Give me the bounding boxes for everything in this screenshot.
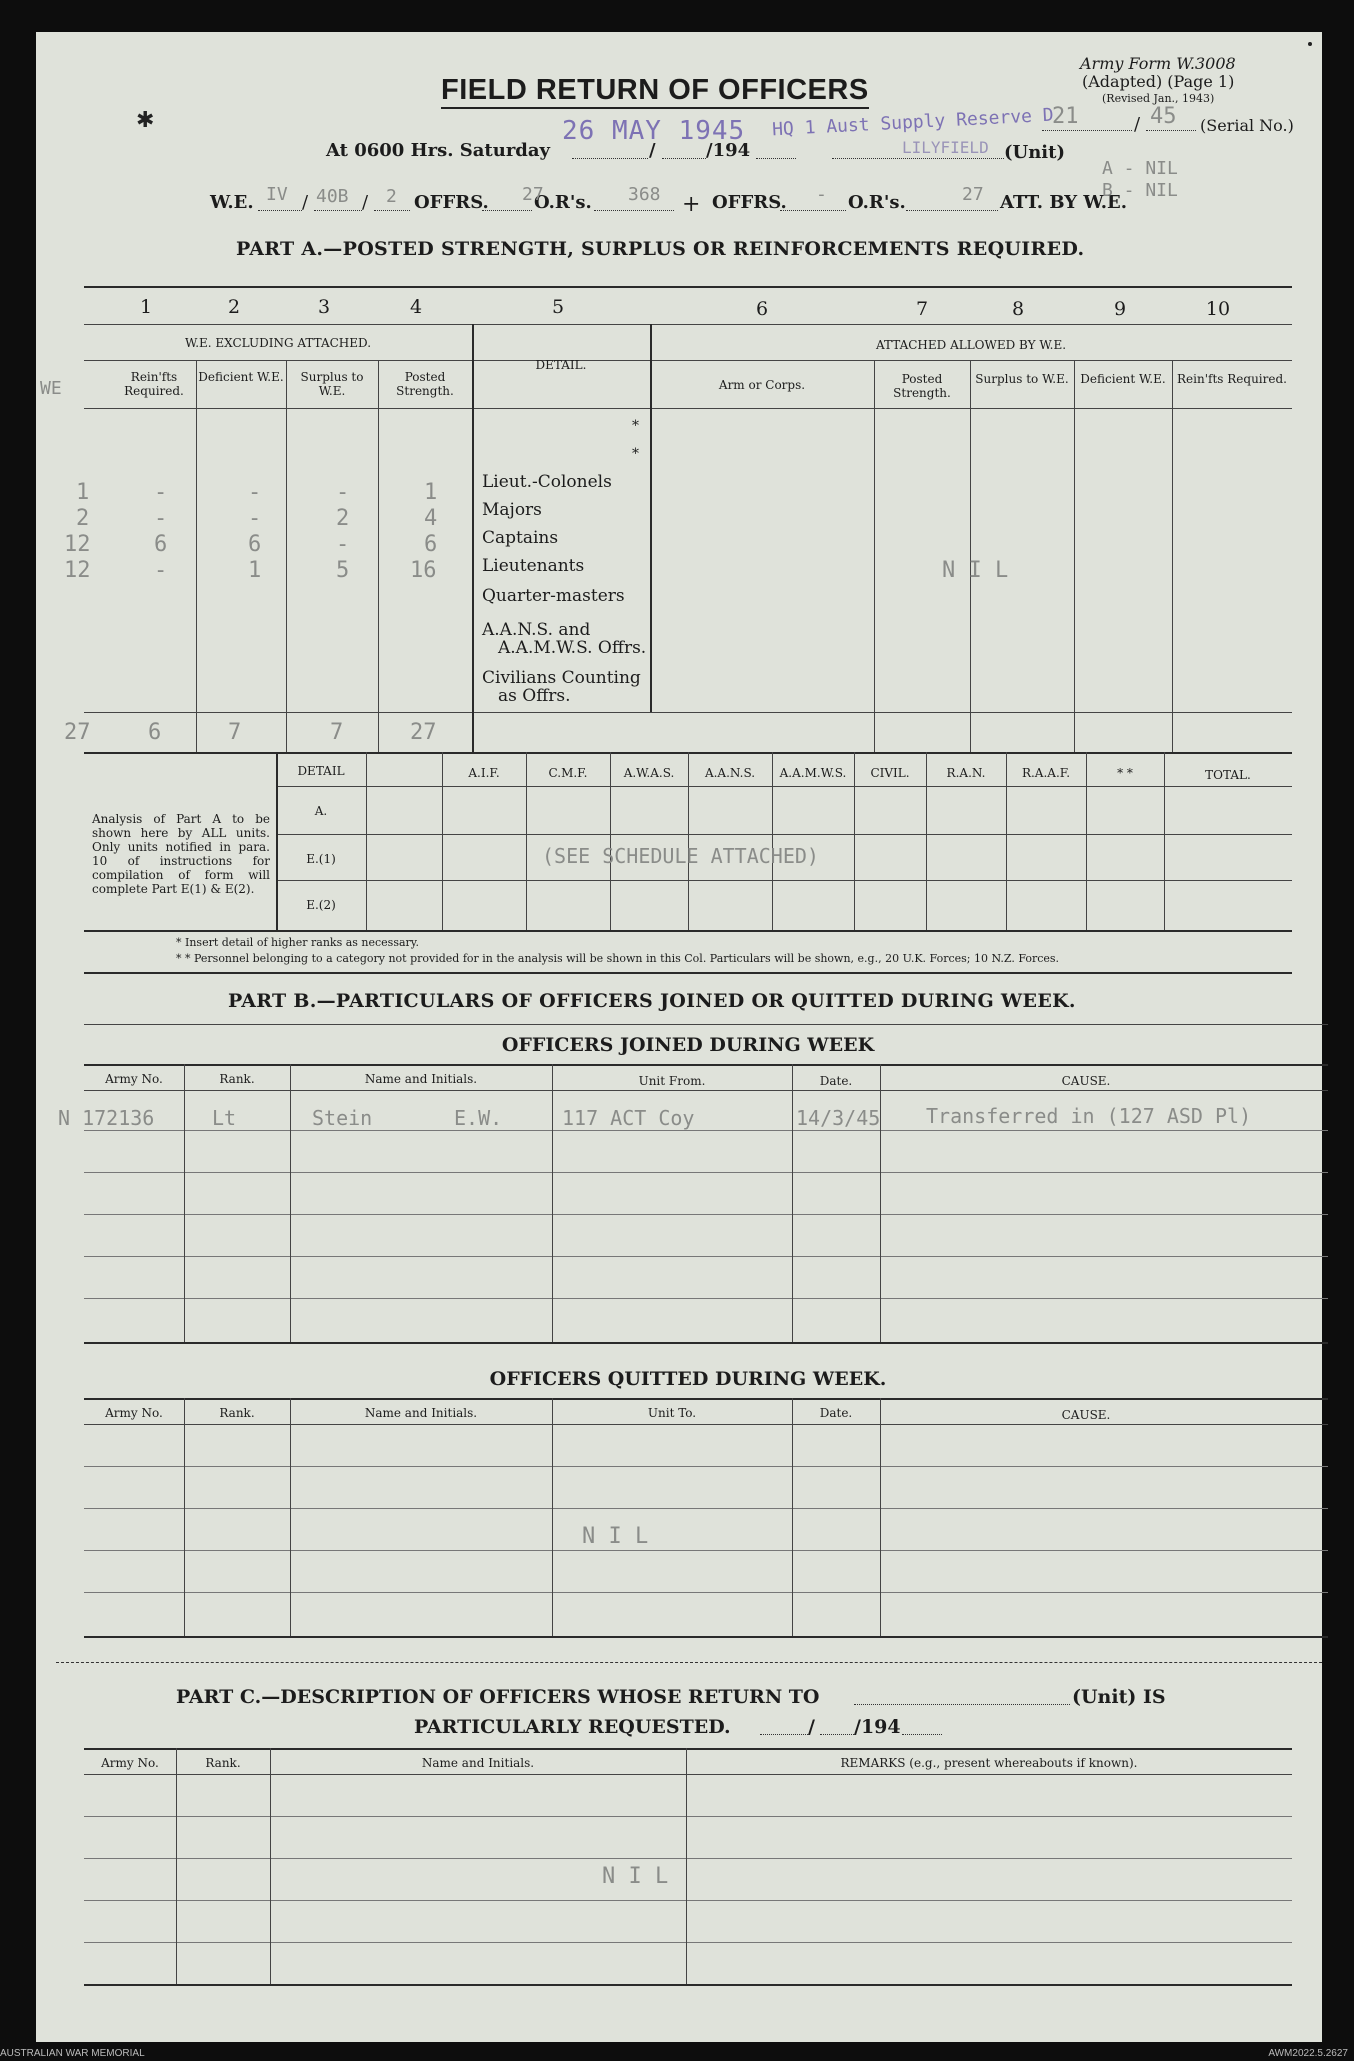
offrs-att-value: - [816, 184, 827, 205]
rank-lieutenants: Lieutenants [482, 556, 585, 576]
footnote-1: * Insert detail of higher ranks as necessary. [176, 936, 420, 949]
analysis-vline-1 [366, 752, 367, 930]
rank-civilians: Civilians Counting [482, 668, 641, 688]
quitted-h-name: Name and Initials. [364, 1406, 478, 1420]
col-num-5: 5 [551, 296, 565, 318]
analysis-h-raaf: R.A.A.F. [1021, 766, 1071, 780]
part-c-title-e: /194 [854, 1716, 901, 1738]
vline-c1 [196, 360, 197, 752]
analysis-h-total: TOTAL. [1205, 768, 1251, 782]
total-c3: 7 [330, 720, 344, 745]
ors-att-label: O.R's. [848, 192, 906, 213]
analysis-h-detail: DETAIL [297, 764, 345, 778]
part-c-h-rank: Rank. [205, 1756, 241, 1770]
col-num-8: 8 [1011, 298, 1025, 320]
analysis-row-e1: E.(1) [306, 852, 336, 866]
rank-aans: A.A.N.S. and [482, 620, 591, 640]
date-stamp: 26 MAY 1945 [562, 116, 746, 146]
header-posted-strength: Posted Strength. [396, 370, 454, 398]
quitted-top-rule [84, 1398, 1328, 1400]
row-majors-we: 2 [76, 506, 90, 531]
joined-vline-3 [552, 1064, 553, 1342]
part-c-h-name: Name and Initials. [421, 1756, 535, 1770]
joined-rank: Lt [212, 1106, 237, 1130]
joined-top-rule [84, 1064, 1328, 1066]
header-att-surplus: Surplus to W.E. [975, 372, 1069, 386]
quitted-row-rule-4 [84, 1592, 1328, 1593]
row-captains-c4: 6 [424, 532, 438, 557]
part-c-nil: N I L [602, 1864, 669, 1889]
analysis-row-e1-rule [276, 880, 1292, 881]
part-c-year-field [902, 1734, 942, 1735]
analysis-h-other: * * [1117, 766, 1133, 780]
analysis-h-aamws: A.A.M.W.S. [779, 766, 847, 780]
joined-vline-2 [290, 1064, 291, 1342]
att-by-we-label: ATT. BY W.E. [1000, 192, 1128, 213]
part-c-day-field [760, 1734, 808, 1735]
year-label: /194 [706, 140, 751, 161]
col-num-1: 1 [139, 296, 153, 318]
quitted-nil: N I L [582, 1524, 649, 1549]
we-value-2: 40B [316, 186, 349, 207]
header-att-reinfts: Rein'fts Required. [1177, 372, 1287, 386]
part-a-top-rule [84, 286, 1292, 288]
part-a-header-rule [84, 408, 1292, 409]
col-num-4: 4 [409, 296, 423, 318]
vline-c2 [286, 360, 287, 752]
analysis-h-cmf: C.M.F. [548, 766, 588, 780]
part-c-title-a: PART C.—DESCRIPTION OF OFFICERS WHOSE RETURN TO [176, 1686, 820, 1708]
joined-row-rule-5 [84, 1298, 1328, 1299]
part-c-h-remarks: REMARKS (e.g., present whereabouts if known). [840, 1756, 1138, 1770]
joined-h-unit-from: Unit From. [638, 1074, 706, 1088]
row-majors-c1: - [154, 506, 168, 531]
part-b-title-rule [84, 1024, 1328, 1025]
analysis-h-aif: A.I.F. [468, 766, 500, 780]
quitted-h-army-no: Army No. [105, 1406, 163, 1420]
detail-header: DETAIL. [535, 358, 587, 372]
rank-majors: Majors [482, 500, 542, 520]
rank-aamws: A.A.M.W.S. Offrs. [498, 638, 647, 658]
header-reinfts-required: Rein'fts Required. [124, 370, 184, 398]
ors-field [594, 210, 674, 211]
serial-slash: / [1134, 114, 1141, 135]
part-c-bottom-rule [84, 1984, 1292, 1986]
analysis-h-awas: A.W.A.S. [623, 766, 675, 780]
joined-h-name: Name and Initials. [364, 1072, 478, 1086]
part-a-colnum-rule [84, 324, 1292, 325]
vline-c3 [378, 360, 379, 752]
asterisk-2: * [632, 446, 639, 462]
header-arm-corps: Arm or Corps. [718, 378, 806, 392]
b-nil-value: B - NIL [1102, 180, 1178, 201]
vline-c4 [472, 324, 474, 752]
part-c-row-rule-3 [84, 1900, 1292, 1901]
analysis-h-aans: A.A.N.S. [704, 766, 756, 780]
row-ltcol-we: 1 [76, 480, 90, 505]
vline-c7 [970, 360, 971, 752]
part-c-vline-3 [686, 1748, 687, 1984]
col-num-7: 7 [915, 298, 929, 320]
quitted-h-date: Date. [819, 1406, 853, 1420]
joined-vline-1 [184, 1064, 185, 1342]
joined-unit-from: 117 ACT Coy [562, 1106, 695, 1130]
part-c-title-c: PARTICULARLY REQUESTED. [414, 1716, 731, 1738]
quitted-row-rule-1 [84, 1466, 1328, 1467]
joined-initials: E.W. [454, 1106, 503, 1130]
header-att-posted-strength: Posted Strength. [893, 372, 951, 400]
form-paper [36, 32, 1322, 2042]
quitted-header-rule [84, 1424, 1328, 1425]
offrs-att-label: OFFRS. [712, 192, 787, 213]
total-we: 27 [64, 720, 91, 745]
ors-att-field [906, 210, 998, 211]
quitted-bottom-rule [84, 1636, 1328, 1638]
rank-captains: Captains [482, 528, 559, 548]
rank-lt-colonels: Lieut.-Colonels [482, 472, 612, 492]
attached-nil: N I L [942, 558, 1009, 583]
joined-cause: Transferred in (127 ASD Pl) [926, 1104, 1252, 1128]
asterisk-1: * [632, 418, 639, 434]
joined-row-rule-1 [84, 1130, 1328, 1131]
part-c-top-rule [84, 1748, 1292, 1750]
row-captains-c2: 6 [248, 532, 262, 557]
row-lieutenants-c2: 1 [248, 558, 262, 583]
we-value-1: IV [266, 184, 288, 205]
row-ltcol-c3: - [336, 480, 350, 505]
row-lieutenants-we: 12 [64, 558, 91, 583]
day-field [572, 158, 648, 159]
quitted-vline-3 [552, 1398, 553, 1636]
joined-h-rank: Rank. [219, 1072, 255, 1086]
serial-number: 21 [1052, 104, 1079, 129]
vline-c9 [1172, 360, 1173, 752]
joined-row-rule-3 [84, 1214, 1328, 1215]
part-c-header-rule [84, 1774, 1292, 1775]
quitted-vline-2 [290, 1398, 291, 1636]
ors-att-value: 27 [962, 184, 984, 205]
joined-name: Stein [312, 1106, 373, 1130]
adapted-label: (Adapted) (Page 1) [1082, 72, 1235, 91]
quitted-vline-4 [792, 1398, 793, 1636]
analysis-h-civil: CIVIL. [870, 766, 910, 780]
serial-field-1 [1042, 130, 1132, 131]
row-lieutenants-c1: - [154, 558, 168, 583]
part-b-title: PART B.—PARTICULARS OF OFFICERS JOINED OR QUITTED DURING WEEK. [228, 990, 1076, 1012]
we-field-2 [314, 210, 362, 211]
ink-mark: ✱ [136, 108, 155, 133]
analysis-row-a-rule [276, 834, 1292, 835]
header-deficient-we: Deficient W.E. [198, 370, 284, 384]
row-ltcol-c4: 1 [424, 480, 438, 505]
part-c-vline-1 [176, 1748, 177, 1984]
unit-label: (Unit) [1004, 142, 1065, 163]
part-c-row-rule-4 [84, 1942, 1292, 1943]
col-num-10: 10 [1205, 298, 1231, 320]
at-line-slash: / [649, 140, 656, 161]
joined-date: 14/3/45 [796, 1106, 881, 1130]
col-num-3: 3 [317, 296, 331, 318]
revised-label: (Revised Jan., 1943) [1102, 92, 1215, 105]
footer-accession: AWM2022.5.2627 [1268, 2048, 1348, 2059]
month-field [662, 158, 706, 159]
unit-field [832, 158, 1004, 159]
quitted-vline-5 [880, 1398, 881, 1636]
row-captains-we: 12 [64, 532, 91, 557]
offrs-field [482, 210, 532, 211]
joined-title: OFFICERS JOINED DURING WEEK [501, 1034, 875, 1056]
part-c-title-d: / [808, 1716, 815, 1738]
joined-row-rule-2 [84, 1172, 1328, 1173]
offrs-att-field [780, 210, 846, 211]
serial-label: (Serial No.) [1200, 116, 1294, 135]
part-c-month-field [820, 1734, 854, 1735]
quitted-row-rule-3 [84, 1550, 1328, 1551]
joined-h-date: Date. [819, 1074, 853, 1088]
row-captains-c1: 6 [154, 532, 168, 557]
quitted-vline-1 [184, 1398, 185, 1636]
rank-quartermasters: Quarter-masters [482, 586, 625, 606]
row-majors-c4: 4 [424, 506, 438, 531]
analysis-row-a: A. [314, 804, 328, 818]
page-title: FIELD RETURN OF OFFICERS [441, 74, 869, 109]
year-field [756, 158, 796, 159]
we-field-1 [258, 210, 302, 211]
we-margin-label: WE [40, 378, 62, 399]
a-nil-value: A - NIL [1102, 158, 1178, 179]
row-ltcol-c1: - [154, 480, 168, 505]
we-label: W.E. [210, 192, 254, 213]
serial-field-2 [1146, 130, 1196, 131]
vline-c6 [874, 360, 875, 752]
joined-vline-4 [792, 1064, 793, 1342]
at-line-label: At 0600 Hrs. Saturday [326, 140, 551, 161]
header-att-deficient: Deficient W.E. [1080, 372, 1166, 386]
dashed-separator [56, 1662, 1322, 1663]
part-c-row-rule-1 [84, 1816, 1292, 1817]
row-ltcol-c2: - [248, 480, 262, 505]
part-c-h-army-no: Army No. [101, 1756, 159, 1770]
row-majors-c3: 2 [336, 506, 350, 531]
row-lieutenants-c3: 5 [336, 558, 350, 583]
part-b-top-rule [84, 972, 1292, 974]
col-num-2: 2 [227, 296, 241, 318]
row-lieutenants-c4: 16 [410, 558, 437, 583]
total-c2: 7 [228, 720, 242, 745]
quitted-h-rank: Rank. [219, 1406, 255, 1420]
row-captains-c3: - [336, 532, 350, 557]
we-sep-1: / [302, 192, 309, 213]
joined-h-cause: CAUSE. [1061, 1074, 1111, 1088]
part-c-vline-2 [270, 1748, 271, 1984]
col-num-9: 9 [1113, 298, 1127, 320]
vline-c8 [1074, 360, 1075, 752]
location-stamp: LILYFIELD [902, 138, 989, 157]
analysis-h-ran: R.A.N. [946, 766, 986, 780]
army-form-label: Army Form W.3008 [1080, 54, 1236, 73]
part-c-unit-field [854, 1704, 1070, 1705]
edge-dot [1308, 42, 1312, 46]
quitted-h-unit-to: Unit To. [647, 1406, 697, 1420]
offrs-label: OFFRS. [414, 192, 489, 213]
analysis-header-rule [276, 786, 1292, 787]
joined-h-army-no: Army No. [105, 1072, 163, 1086]
rank-as-offrs: as Offrs. [498, 686, 571, 706]
part-a-total-rule [84, 712, 1292, 713]
unit-stamp: HQ 1 Aust Supply Reserve D [771, 104, 1055, 141]
group-header-left: W.E. EXCLUDING ATTACHED. [184, 336, 372, 350]
total-c4: 27 [410, 720, 437, 745]
joined-army-no: N 172136 [58, 1106, 155, 1130]
quitted-row-rule-2 [84, 1508, 1328, 1509]
part-a-title: PART A.—POSTED STRENGTH, SURPLUS OR REINFORCEMENTS REQUIRED. [236, 238, 1085, 260]
group-header-right: ATTACHED ALLOWED BY W.E. [875, 338, 1067, 352]
quitted-title: OFFICERS QUITTED DURING WEEK. [489, 1368, 887, 1390]
footnote-2: * * Personnel belonging to a category not provided for in the analysis will be shown in this Col. Particulars will be shown, e.g., 20 U.K. Forces; 10 N.Z. Forces. [176, 952, 1060, 965]
offrs-value: 27 [522, 184, 544, 205]
we-value-3: 2 [386, 186, 397, 207]
col-num-6: 6 [755, 298, 769, 320]
joined-row-rule-4 [84, 1256, 1328, 1257]
analysis-bottom-rule [84, 930, 1292, 932]
total-c1: 6 [148, 720, 162, 745]
joined-header-rule [84, 1090, 1328, 1091]
footer-credit: AUSTRALIAN WAR MEMORIAL [0, 2048, 145, 2059]
see-schedule-attached: (SEE SCHEDULE ATTACHED) [542, 844, 819, 868]
part-a-group-rule [84, 360, 1292, 361]
header-surplus-we: Surplus to W.E. [300, 370, 364, 398]
quitted-h-cause: CAUSE. [1061, 1408, 1111, 1422]
we-sep-2: / [362, 192, 369, 213]
ors-label: O.R's. [534, 192, 592, 213]
analysis-note: Analysis of Part A to be shown here by ALL units. Only units notified in para. 10 of instructions for compilation of form will complete Part E(1) & E(2). [92, 812, 270, 896]
analysis-row-e2: E.(2) [306, 898, 336, 912]
part-c-title-b: (Unit) IS [1072, 1686, 1166, 1708]
plus-sign: + [682, 192, 701, 217]
part-c-row-rule-2 [84, 1858, 1292, 1859]
row-majors-c2: - [248, 506, 262, 531]
ors-value: 368 [628, 184, 661, 205]
serial-year: 45 [1150, 104, 1177, 129]
joined-bottom-rule [84, 1342, 1328, 1344]
we-field-3 [374, 210, 410, 211]
